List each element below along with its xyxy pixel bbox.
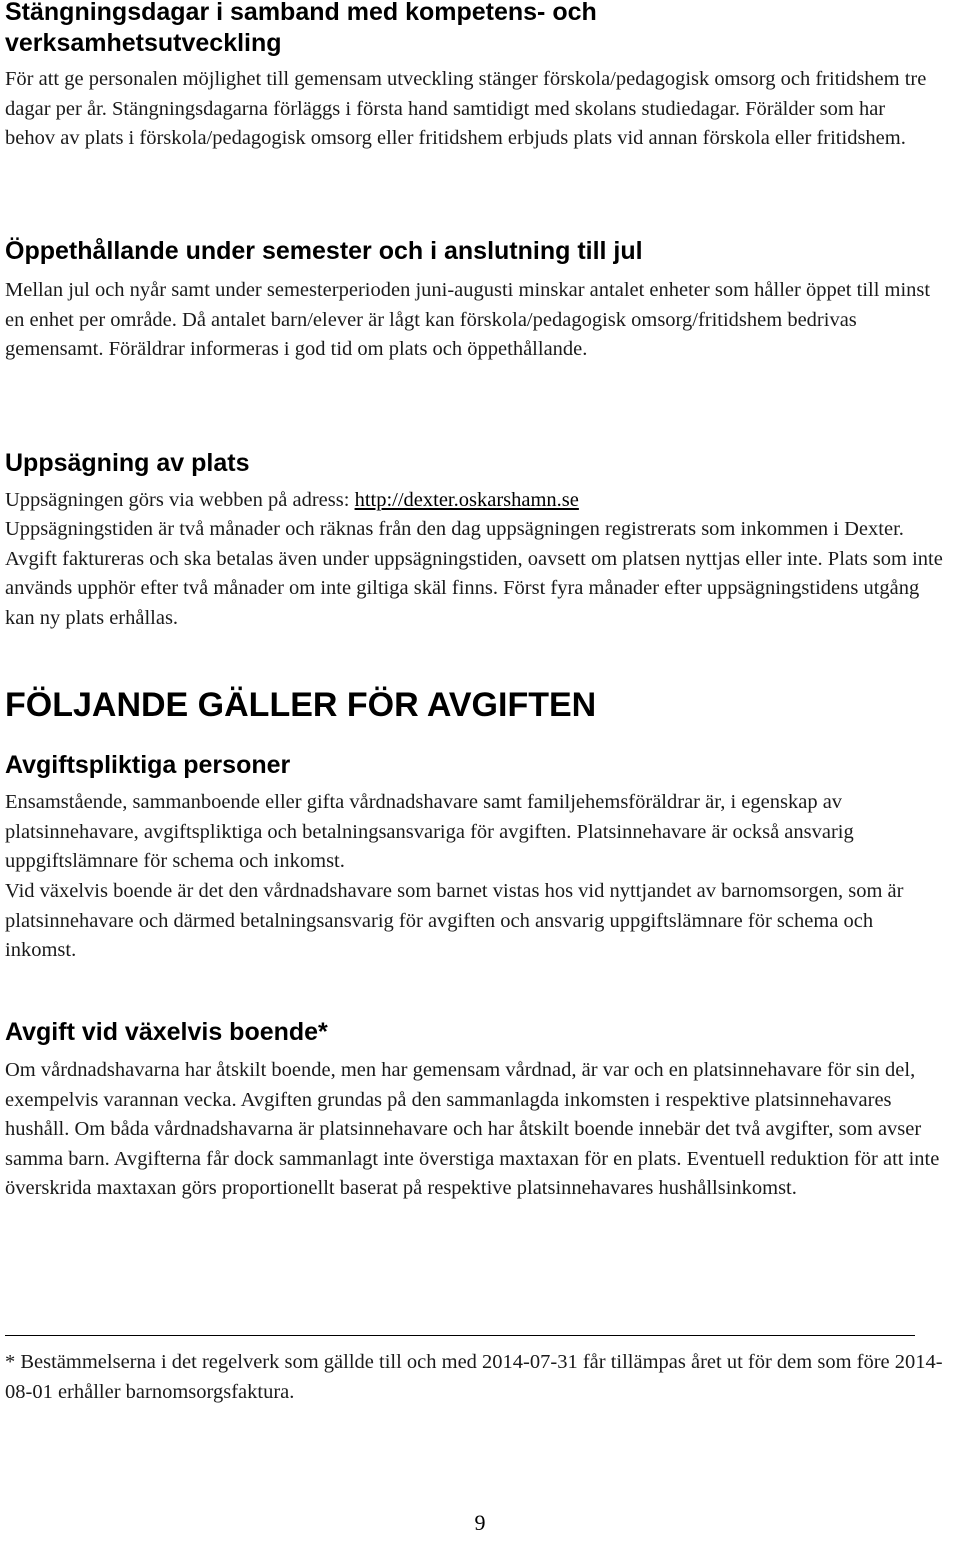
heading-closing-days-line2: verksamhetsutveckling: [5, 29, 282, 57]
paragraph-liable-persons-2: Vid växelvis boende är det den vårdnadshavare som barnet vistas hos vid nyttjandet av barnomsorgen, som är platsinnehavare och därmed betalningsansvarig för avgiften och ansvarig uppgiftslämnare för schema och inkomst.: [5, 880, 904, 961]
paragraph-termination: Uppsägningstiden är två månader och räknas från den dag uppsägningen registrerats som inkommen i Dexter. Avgift faktureras och ska betalas även under uppsägningstiden, oavsett om platsen nyttjas eller inte. Plats som inte används upphör efter två månader om inte giltiga skäl finns. Först fyra månader efter uppsägningstidens utgång kan ny plats erhållas.: [5, 518, 943, 629]
footnote-rule: [5, 1335, 915, 1336]
heading-alternating: Avgift vid växelvis boende*: [5, 1018, 328, 1046]
paragraph-opening: Mellan jul och nyår samt under semesterperioden juni-augusti minskar antalet enheter som håller öppet till minst en enhet per område. Då antalet barn/elever är lågt kan förskola/pedagogisk omsorg/fritidshem bedrivas gemensamt. Föräldrar informeras i god tid om plats och öppethållande.: [5, 279, 931, 360]
paragraph-liable-persons-1: Ensamstående, sammanboende eller gifta vårdnadshavare samt familjehemsföräldrar är, i egenskap av platsinnehavare, avgiftspliktiga och betalningsansvariga för avgiften. Platsinnehavare är också ansvarig uppgiftslämnare för schema och inkomst.: [5, 791, 854, 872]
footnote: * Bestämmelserna i det regelverk som gällde till och med 2014-07-31 får tillämpas året ut för dem som före 2014-08-01 erhåller barnomsorgsfaktura.: [5, 1351, 943, 1403]
heading-liable-persons: Avgiftspliktiga personer: [5, 751, 291, 779]
paragraph-closing-days: För att ge personalen möjlighet till gemensam utveckling stänger förskola/pedagogisk omsorg och fritidshem tre dagar per år. Stängningsdagarna förläggs i första hand samtidigt med skolans studiedagar. Förälder som har behov av plats i förskola/pedagogisk omsorg eller fritidshem erbjuds plats vid annan förskola eller fritidshem.: [5, 68, 927, 149]
heading-fees: FÖLJANDE GÄLLER FÖR AVGIFTEN: [5, 686, 597, 724]
dexter-link[interactable]: http://dexter.oskarshamn.se: [354, 489, 579, 511]
heading-closing-days: [5, 0, 597, 59]
termination-intro-text: Uppsägningen görs via webben på adress:: [5, 489, 355, 511]
heading-termination: Uppsägning av plats: [5, 449, 250, 477]
paragraph-alternating: Om vårdnadshavarna har åtskilt boende, men har gemensam vårdnad, är var och en platsinnehavare för sin del, exempelvis varannan vecka. Avgiften grundas på den sammanlagda inkomsten i respektive platsinnehavares hushåll. Om båda vårdnadshavarna är platsinnehavare och har åtskilt boende innebär det två avgifter, som avser samma barn. Avgifterna får dock sammanlagt inte överstiga maxtaxan för en plats. Eventuell reduktion för att inte överskrida maxtaxan görs proportionellt baserat på respektive platsinnehavares hushållsinkomst.: [5, 1059, 940, 1199]
paragraph-termination-intro: [5, 486, 940, 516]
heading-closing-days-line1: Stängningsdagar i samband med kompetens- och: [5, 0, 597, 26]
heading-opening: Öppethållande under semester och i anslutning till jul: [5, 237, 643, 265]
page-number: 9: [474, 1510, 486, 1535]
